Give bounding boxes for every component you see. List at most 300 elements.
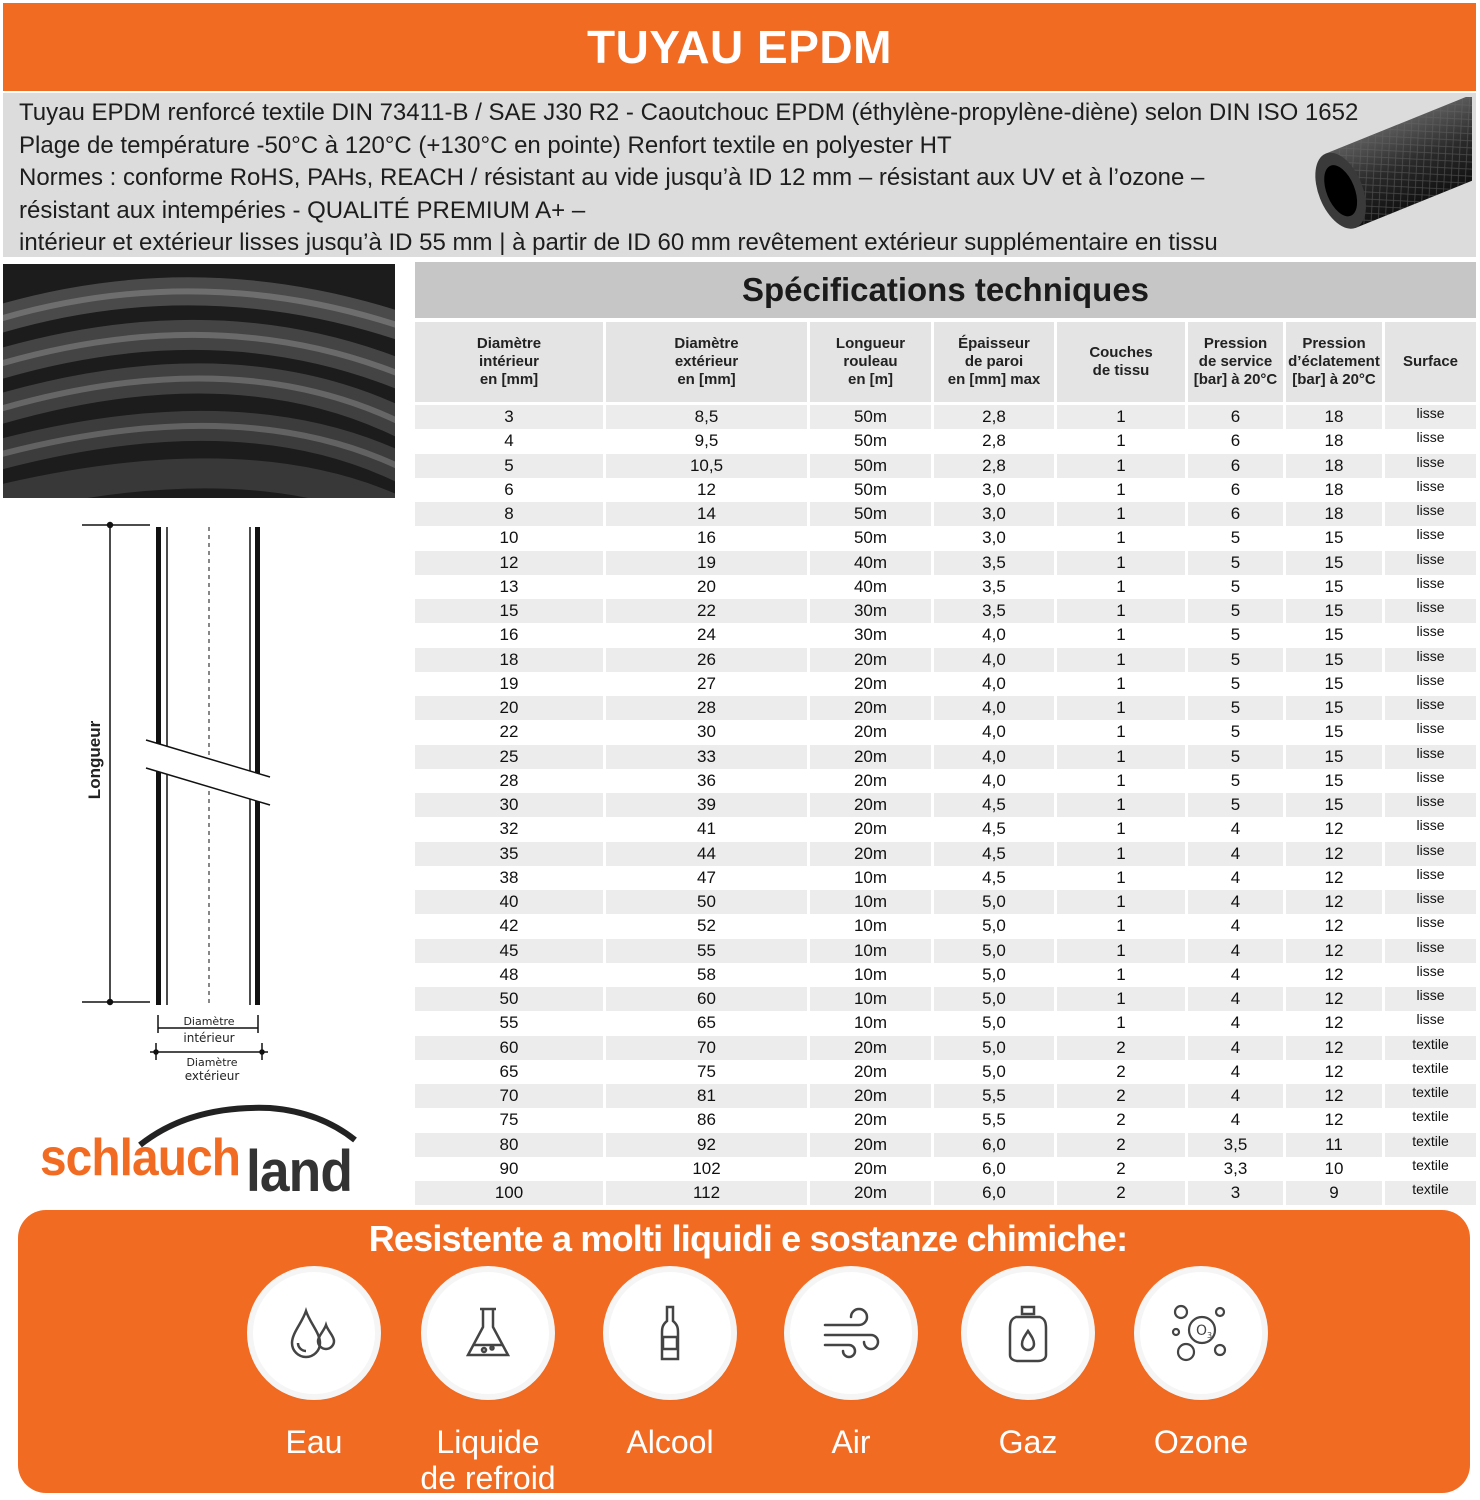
table-cell: 100 xyxy=(415,1181,606,1205)
table-cell: 40m xyxy=(810,551,934,575)
description-line: Normes : conforme RoHS, PAHs, REACH / résistant au vide jusqu’à ID 12 mm – résistant aux UV et à l’ozone – xyxy=(19,164,1205,191)
specs-table xyxy=(415,322,1476,1205)
column-header-line: d’éclatement xyxy=(1288,353,1380,370)
table-cell: 10,5 xyxy=(606,454,810,478)
table-cell: 20m xyxy=(810,1157,934,1181)
resistance-item-air xyxy=(761,1272,941,1460)
table-cell: 50m xyxy=(810,478,934,502)
column-header xyxy=(810,322,934,402)
table-cell: 18 xyxy=(1286,478,1385,502)
table-row xyxy=(415,769,1476,793)
table-cell: 16 xyxy=(415,623,606,647)
table-cell: 18 xyxy=(1286,502,1385,526)
table-cell: 15 xyxy=(415,599,606,623)
table-cell: lisse xyxy=(1385,672,1476,696)
table-cell: 1 xyxy=(1057,429,1188,453)
table-cell: 80 xyxy=(415,1133,606,1157)
table-cell: 14 xyxy=(606,502,810,526)
column-header-line: en [mm] xyxy=(479,371,539,388)
table-row xyxy=(415,793,1476,817)
table-row xyxy=(415,648,1476,672)
table-cell: 4 xyxy=(1188,987,1286,1011)
table-cell: 6,0 xyxy=(934,1181,1057,1205)
specs-title: Spécifications techniques xyxy=(415,262,1476,318)
resistance-label: Eau xyxy=(285,1424,343,1460)
table-cell: 39 xyxy=(606,793,810,817)
table-row xyxy=(415,672,1476,696)
table-cell: 5,0 xyxy=(934,987,1057,1011)
table-cell: lisse xyxy=(1385,866,1476,890)
table-cell: 1 xyxy=(1057,963,1188,987)
table-cell: 4 xyxy=(1188,817,1286,841)
table-cell: 15 xyxy=(1286,648,1385,672)
table-cell: 112 xyxy=(606,1181,810,1205)
table-cell: 3,0 xyxy=(934,478,1057,502)
table-cell: 16 xyxy=(606,526,810,550)
outer-diameter-label: extérieur xyxy=(184,1069,240,1083)
table-cell: 50 xyxy=(606,890,810,914)
table-row xyxy=(415,526,1476,550)
table-cell: lisse xyxy=(1385,842,1476,866)
page-title: TUYAU EPDM xyxy=(587,21,892,73)
chemical-resistance-panel xyxy=(18,1210,1470,1496)
table-cell: 2 xyxy=(1057,1036,1188,1060)
table-cell: 1 xyxy=(1057,939,1188,963)
table-cell: 20m xyxy=(810,793,934,817)
table-row xyxy=(415,963,1476,987)
table-cell: 4,0 xyxy=(934,672,1057,696)
table-cell: 8,5 xyxy=(606,405,810,429)
table-cell: 4 xyxy=(415,429,606,453)
bottle-icon xyxy=(640,1303,700,1363)
table-cell: 86 xyxy=(606,1108,810,1132)
column-header-line: Longueur xyxy=(835,335,906,352)
table-cell: 1 xyxy=(1057,793,1188,817)
table-row xyxy=(415,1181,1476,1205)
table-cell: 20m xyxy=(810,1133,934,1157)
column-header-line: de tissu xyxy=(1092,362,1150,379)
table-cell: 47 xyxy=(606,866,810,890)
table-row xyxy=(415,914,1476,938)
table-cell: 22 xyxy=(415,720,606,744)
svg-text:O: O xyxy=(1196,1323,1208,1339)
column-header-line: intérieur xyxy=(478,353,539,370)
table-cell: 15 xyxy=(1286,599,1385,623)
table-cell: 28 xyxy=(606,696,810,720)
table-cell: 1 xyxy=(1057,720,1188,744)
table-cell: 4 xyxy=(1188,939,1286,963)
table-cell: 15 xyxy=(1286,793,1385,817)
table-row xyxy=(415,454,1476,478)
table-cell: 15 xyxy=(1286,526,1385,550)
table-cell: 38 xyxy=(415,866,606,890)
table-cell: 55 xyxy=(415,1011,606,1035)
flask-icon xyxy=(458,1303,518,1363)
logo-text-orange: schlauch xyxy=(40,1129,241,1187)
table-cell: 4 xyxy=(1188,1084,1286,1108)
table-cell: 41 xyxy=(606,817,810,841)
table-cell: 6 xyxy=(1188,454,1286,478)
table-row xyxy=(415,866,1476,890)
table-cell: 2 xyxy=(1057,1084,1188,1108)
table-cell: 4,5 xyxy=(934,817,1057,841)
table-cell: 5 xyxy=(1188,623,1286,647)
table-cell: 4 xyxy=(1188,866,1286,890)
table-cell: 6 xyxy=(1188,429,1286,453)
table-cell: 2,8 xyxy=(934,405,1057,429)
table-cell: 4,0 xyxy=(934,720,1057,744)
table-cell: 12 xyxy=(1286,963,1385,987)
table-cell: 24 xyxy=(606,623,810,647)
table-cell: 4 xyxy=(1188,1108,1286,1132)
table-cell: 4,5 xyxy=(934,842,1057,866)
table-cell: 18 xyxy=(415,648,606,672)
table-cell: 10m xyxy=(810,963,934,987)
table-cell: 42 xyxy=(415,914,606,938)
table-cell: lisse xyxy=(1385,1011,1476,1035)
table-cell: lisse xyxy=(1385,429,1476,453)
table-cell: 3,5 xyxy=(934,599,1057,623)
table-cell: 22 xyxy=(606,599,810,623)
product-description xyxy=(3,93,1476,257)
description-line: Tuyau EPDM renforcé textile DIN 73411-B / SAE J30 R2 - Caoutchouc EPDM (éthylène-propylène-diène) selon DIN ISO 1652 xyxy=(19,99,1359,126)
table-cell: 10m xyxy=(810,914,934,938)
table-cell: 1 xyxy=(1057,551,1188,575)
table-cell: lisse xyxy=(1385,745,1476,769)
column-header-line: Pression xyxy=(1302,335,1366,352)
table-cell: 12 xyxy=(1286,939,1385,963)
table-cell: 60 xyxy=(606,987,810,1011)
table-row xyxy=(415,720,1476,744)
table-cell: 30m xyxy=(810,623,934,647)
table-cell: 70 xyxy=(606,1036,810,1060)
resistance-label: de refroid xyxy=(420,1460,556,1496)
table-cell: lisse xyxy=(1385,769,1476,793)
table-cell: 6,0 xyxy=(934,1157,1057,1181)
table-cell: 30 xyxy=(415,793,606,817)
hose-coil-image xyxy=(3,264,395,498)
table-cell: 6,0 xyxy=(934,1133,1057,1157)
table-cell: 5 xyxy=(415,454,606,478)
table-cell: 65 xyxy=(415,1060,606,1084)
table-cell: 12 xyxy=(1286,914,1385,938)
table-cell: textile xyxy=(1385,1108,1476,1132)
table-row xyxy=(415,696,1476,720)
table-cell: 15 xyxy=(1286,672,1385,696)
table-cell: lisse xyxy=(1385,502,1476,526)
table-cell: 18 xyxy=(1286,454,1385,478)
table-cell: 5,5 xyxy=(934,1108,1057,1132)
table-cell: lisse xyxy=(1385,599,1476,623)
table-cell: 4 xyxy=(1188,890,1286,914)
table-cell: 2 xyxy=(1057,1157,1188,1181)
column-header xyxy=(606,322,810,402)
table-cell: 15 xyxy=(1286,575,1385,599)
table-row xyxy=(415,1036,1476,1060)
column-header xyxy=(1188,322,1286,402)
table-cell: 1 xyxy=(1057,575,1188,599)
table-cell: 48 xyxy=(415,963,606,987)
table-row xyxy=(415,599,1476,623)
table-cell: 5,0 xyxy=(934,1011,1057,1035)
table-cell: lisse xyxy=(1385,817,1476,841)
resistance-item-water xyxy=(224,1272,404,1460)
table-row xyxy=(415,1011,1476,1035)
table-row xyxy=(415,745,1476,769)
table-cell: 5 xyxy=(1188,648,1286,672)
table-cell: 10m xyxy=(810,939,934,963)
column-header-line: Surface xyxy=(1402,353,1459,370)
table-cell: 40 xyxy=(415,890,606,914)
table-cell: 4 xyxy=(1188,963,1286,987)
table-cell: textile xyxy=(1385,1181,1476,1205)
table-row xyxy=(415,429,1476,453)
table-cell: 15 xyxy=(1286,623,1385,647)
table-cell: 12 xyxy=(1286,817,1385,841)
table-cell: 1 xyxy=(1057,502,1188,526)
column-header-line: Diamètre xyxy=(674,335,739,352)
table-cell: 12 xyxy=(1286,866,1385,890)
table-cell: 1 xyxy=(1057,890,1188,914)
table-cell: lisse xyxy=(1385,696,1476,720)
table-cell: 20m xyxy=(810,1108,934,1132)
table-cell: 15 xyxy=(1286,551,1385,575)
table-row xyxy=(415,842,1476,866)
table-cell: 1 xyxy=(1057,478,1188,502)
table-cell: 4,0 xyxy=(934,696,1057,720)
resistance-label: Ozone xyxy=(1153,1424,1249,1460)
table-cell: 3,0 xyxy=(934,502,1057,526)
table-cell: 30 xyxy=(606,720,810,744)
resistance-item-coolant xyxy=(398,1272,578,1496)
column-header-line: Couches xyxy=(1089,344,1153,361)
table-cell: 3,5 xyxy=(1188,1133,1286,1157)
table-cell: 45 xyxy=(415,939,606,963)
table-cell: 5 xyxy=(1188,720,1286,744)
table-cell: 1 xyxy=(1057,987,1188,1011)
table-cell: 1 xyxy=(1057,526,1188,550)
table-row xyxy=(415,1060,1476,1084)
table-cell: lisse xyxy=(1385,914,1476,938)
table-row xyxy=(415,890,1476,914)
table-cell: 2,8 xyxy=(934,454,1057,478)
table-cell: 5,0 xyxy=(934,939,1057,963)
ozone-icon xyxy=(1168,1300,1234,1366)
table-cell: 6 xyxy=(1188,502,1286,526)
column-header-line: Diamètre xyxy=(476,335,542,352)
table-cell: 19 xyxy=(606,551,810,575)
table-cell: 25 xyxy=(415,745,606,769)
svg-text:3: 3 xyxy=(1207,1331,1213,1340)
table-cell: 12 xyxy=(1286,890,1385,914)
table-cell: lisse xyxy=(1385,890,1476,914)
table-cell: 12 xyxy=(606,478,810,502)
resistance-label: Air xyxy=(831,1424,871,1460)
table-cell: 12 xyxy=(1286,1084,1385,1108)
table-cell: 50m xyxy=(810,429,934,453)
table-cell: 1 xyxy=(1057,842,1188,866)
table-cell: 20 xyxy=(606,575,810,599)
table-cell: 5 xyxy=(1188,745,1286,769)
table-cell: 50 xyxy=(415,987,606,1011)
table-cell: 20m xyxy=(810,842,934,866)
table-cell: 1 xyxy=(1057,769,1188,793)
table-cell: 4,5 xyxy=(934,866,1057,890)
table-cell: 10m xyxy=(810,1011,934,1035)
table-cell: 15 xyxy=(1286,769,1385,793)
resistance-item-ozone xyxy=(1111,1272,1291,1460)
table-cell: textile xyxy=(1385,1084,1476,1108)
column-header-line: Épaisseur xyxy=(958,335,1030,352)
column-header xyxy=(415,322,606,402)
table-row xyxy=(415,1157,1476,1181)
table-cell: 1 xyxy=(1057,648,1188,672)
table-row xyxy=(415,551,1476,575)
table-row xyxy=(415,478,1476,502)
table-cell: 20m xyxy=(810,745,934,769)
table-cell: 1 xyxy=(1057,599,1188,623)
outer-diameter-label: Diamètre xyxy=(186,1056,238,1069)
table-cell: 12 xyxy=(1286,1036,1385,1060)
table-cell: 4 xyxy=(1188,1060,1286,1084)
table-cell: textile xyxy=(1385,1036,1476,1060)
table-cell: 92 xyxy=(606,1133,810,1157)
column-header-line: de service xyxy=(1198,353,1273,370)
table-cell: 15 xyxy=(1286,720,1385,744)
table-cell: 75 xyxy=(606,1060,810,1084)
table-cell: 1 xyxy=(1057,1011,1188,1035)
table-cell: 5,5 xyxy=(934,1084,1057,1108)
column-header-line: extérieur xyxy=(674,353,739,370)
table-cell: 3,0 xyxy=(934,526,1057,550)
table-cell: 12 xyxy=(1286,987,1385,1011)
table-cell: 4 xyxy=(1188,842,1286,866)
table-cell: 1 xyxy=(1057,623,1188,647)
description-line: intérieur et extérieur lisses jusqu’à ID 55 mm | à partir de ID 60 mm revêtement extérieur supplémentaire en tissu xyxy=(19,229,1218,256)
table-cell: 9 xyxy=(1286,1181,1385,1205)
table-cell: lisse xyxy=(1385,720,1476,744)
table-cell: 4,0 xyxy=(934,623,1057,647)
description-line: résistant aux intempéries - QUALITÉ PREMIUM A+ – xyxy=(19,196,586,224)
table-cell: 15 xyxy=(1286,745,1385,769)
table-cell: 1 xyxy=(1057,817,1188,841)
table-cell: 20m xyxy=(810,1060,934,1084)
table-cell: 1 xyxy=(1057,696,1188,720)
table-cell: 1 xyxy=(1057,672,1188,696)
table-cell: 18 xyxy=(1286,405,1385,429)
column-header-line: [bar] à 20°C xyxy=(1292,371,1376,388)
table-cell: 5 xyxy=(1188,672,1286,696)
table-cell: 20m xyxy=(810,1036,934,1060)
table-cell: 70 xyxy=(415,1084,606,1108)
description-line: Plage de température -50°C à 120°C (+130°C en pointe) Renfort textile en polyester HT xyxy=(19,131,952,159)
table-cell: 3 xyxy=(415,405,606,429)
table-cell: lisse xyxy=(1385,526,1476,550)
table-cell: 27 xyxy=(606,672,810,696)
table-row xyxy=(415,623,1476,647)
table-cell: 6 xyxy=(1188,478,1286,502)
table-cell: 50m xyxy=(810,526,934,550)
column-header xyxy=(1286,322,1385,402)
inner-diameter-label: Diamètre xyxy=(183,1015,235,1028)
table-cell: 4 xyxy=(1188,1036,1286,1060)
table-cell: 12 xyxy=(1286,1060,1385,1084)
table-cell: 5 xyxy=(1188,526,1286,550)
table-cell: 20m xyxy=(810,817,934,841)
table-cell: 40m xyxy=(810,575,934,599)
table-cell: 2 xyxy=(1057,1133,1188,1157)
table-cell: 5 xyxy=(1188,599,1286,623)
length-label: Longueur xyxy=(85,720,104,800)
table-cell: lisse xyxy=(1385,987,1476,1011)
table-cell: 2 xyxy=(1057,1108,1188,1132)
table-cell: 10m xyxy=(810,890,934,914)
table-cell: 3,5 xyxy=(934,575,1057,599)
table-row xyxy=(415,939,1476,963)
table-cell: 6 xyxy=(1188,405,1286,429)
table-header-row xyxy=(415,322,1476,402)
table-cell: 18 xyxy=(1286,429,1385,453)
table-cell: lisse xyxy=(1385,551,1476,575)
table-cell: 4,5 xyxy=(934,793,1057,817)
table-cell: 81 xyxy=(606,1084,810,1108)
table-cell: 10m xyxy=(810,987,934,1011)
table-cell: textile xyxy=(1385,1133,1476,1157)
table-cell: 44 xyxy=(606,842,810,866)
table-cell: 2 xyxy=(1057,1181,1188,1205)
title-banner xyxy=(3,3,1476,91)
table-row xyxy=(415,1084,1476,1108)
schlauchland-logo xyxy=(40,1100,360,1204)
table-cell: 5 xyxy=(1188,575,1286,599)
table-cell: 20m xyxy=(810,1181,934,1205)
table-cell: 5,0 xyxy=(934,1036,1057,1060)
table-cell: 10 xyxy=(415,526,606,550)
table-cell: textile xyxy=(1385,1157,1476,1181)
table-cell: 4 xyxy=(1188,914,1286,938)
table-cell: 12 xyxy=(1286,1108,1385,1132)
water-drops-icon xyxy=(284,1303,344,1363)
table-cell: lisse xyxy=(1385,963,1476,987)
table-cell: lisse xyxy=(1385,575,1476,599)
table-row xyxy=(415,1133,1476,1157)
table-cell: 12 xyxy=(1286,1011,1385,1035)
table-cell: 12 xyxy=(415,551,606,575)
table-row xyxy=(415,817,1476,841)
table-cell: 75 xyxy=(415,1108,606,1132)
table-cell: 90 xyxy=(415,1157,606,1181)
table-cell: 5 xyxy=(1188,769,1286,793)
column-header-line: rouleau xyxy=(843,353,898,370)
table-cell: textile xyxy=(1385,1060,1476,1084)
table-cell: 26 xyxy=(606,648,810,672)
column-header-line: [bar] à 20°C xyxy=(1193,371,1278,388)
column-header-line: en [mm] xyxy=(677,371,736,388)
resistance-item-gas xyxy=(938,1272,1118,1460)
column-header-line: en [m] xyxy=(848,371,893,388)
table-cell: 4,0 xyxy=(934,769,1057,793)
table-cell: 36 xyxy=(606,769,810,793)
table-cell: 20m xyxy=(810,1084,934,1108)
table-cell: 13 xyxy=(415,575,606,599)
hose-section-image xyxy=(1302,97,1472,247)
column-header xyxy=(1385,322,1476,402)
table-row xyxy=(415,987,1476,1011)
column-header xyxy=(934,322,1057,402)
table-cell: 55 xyxy=(606,939,810,963)
table-cell: 9,5 xyxy=(606,429,810,453)
table-cell: lisse xyxy=(1385,648,1476,672)
